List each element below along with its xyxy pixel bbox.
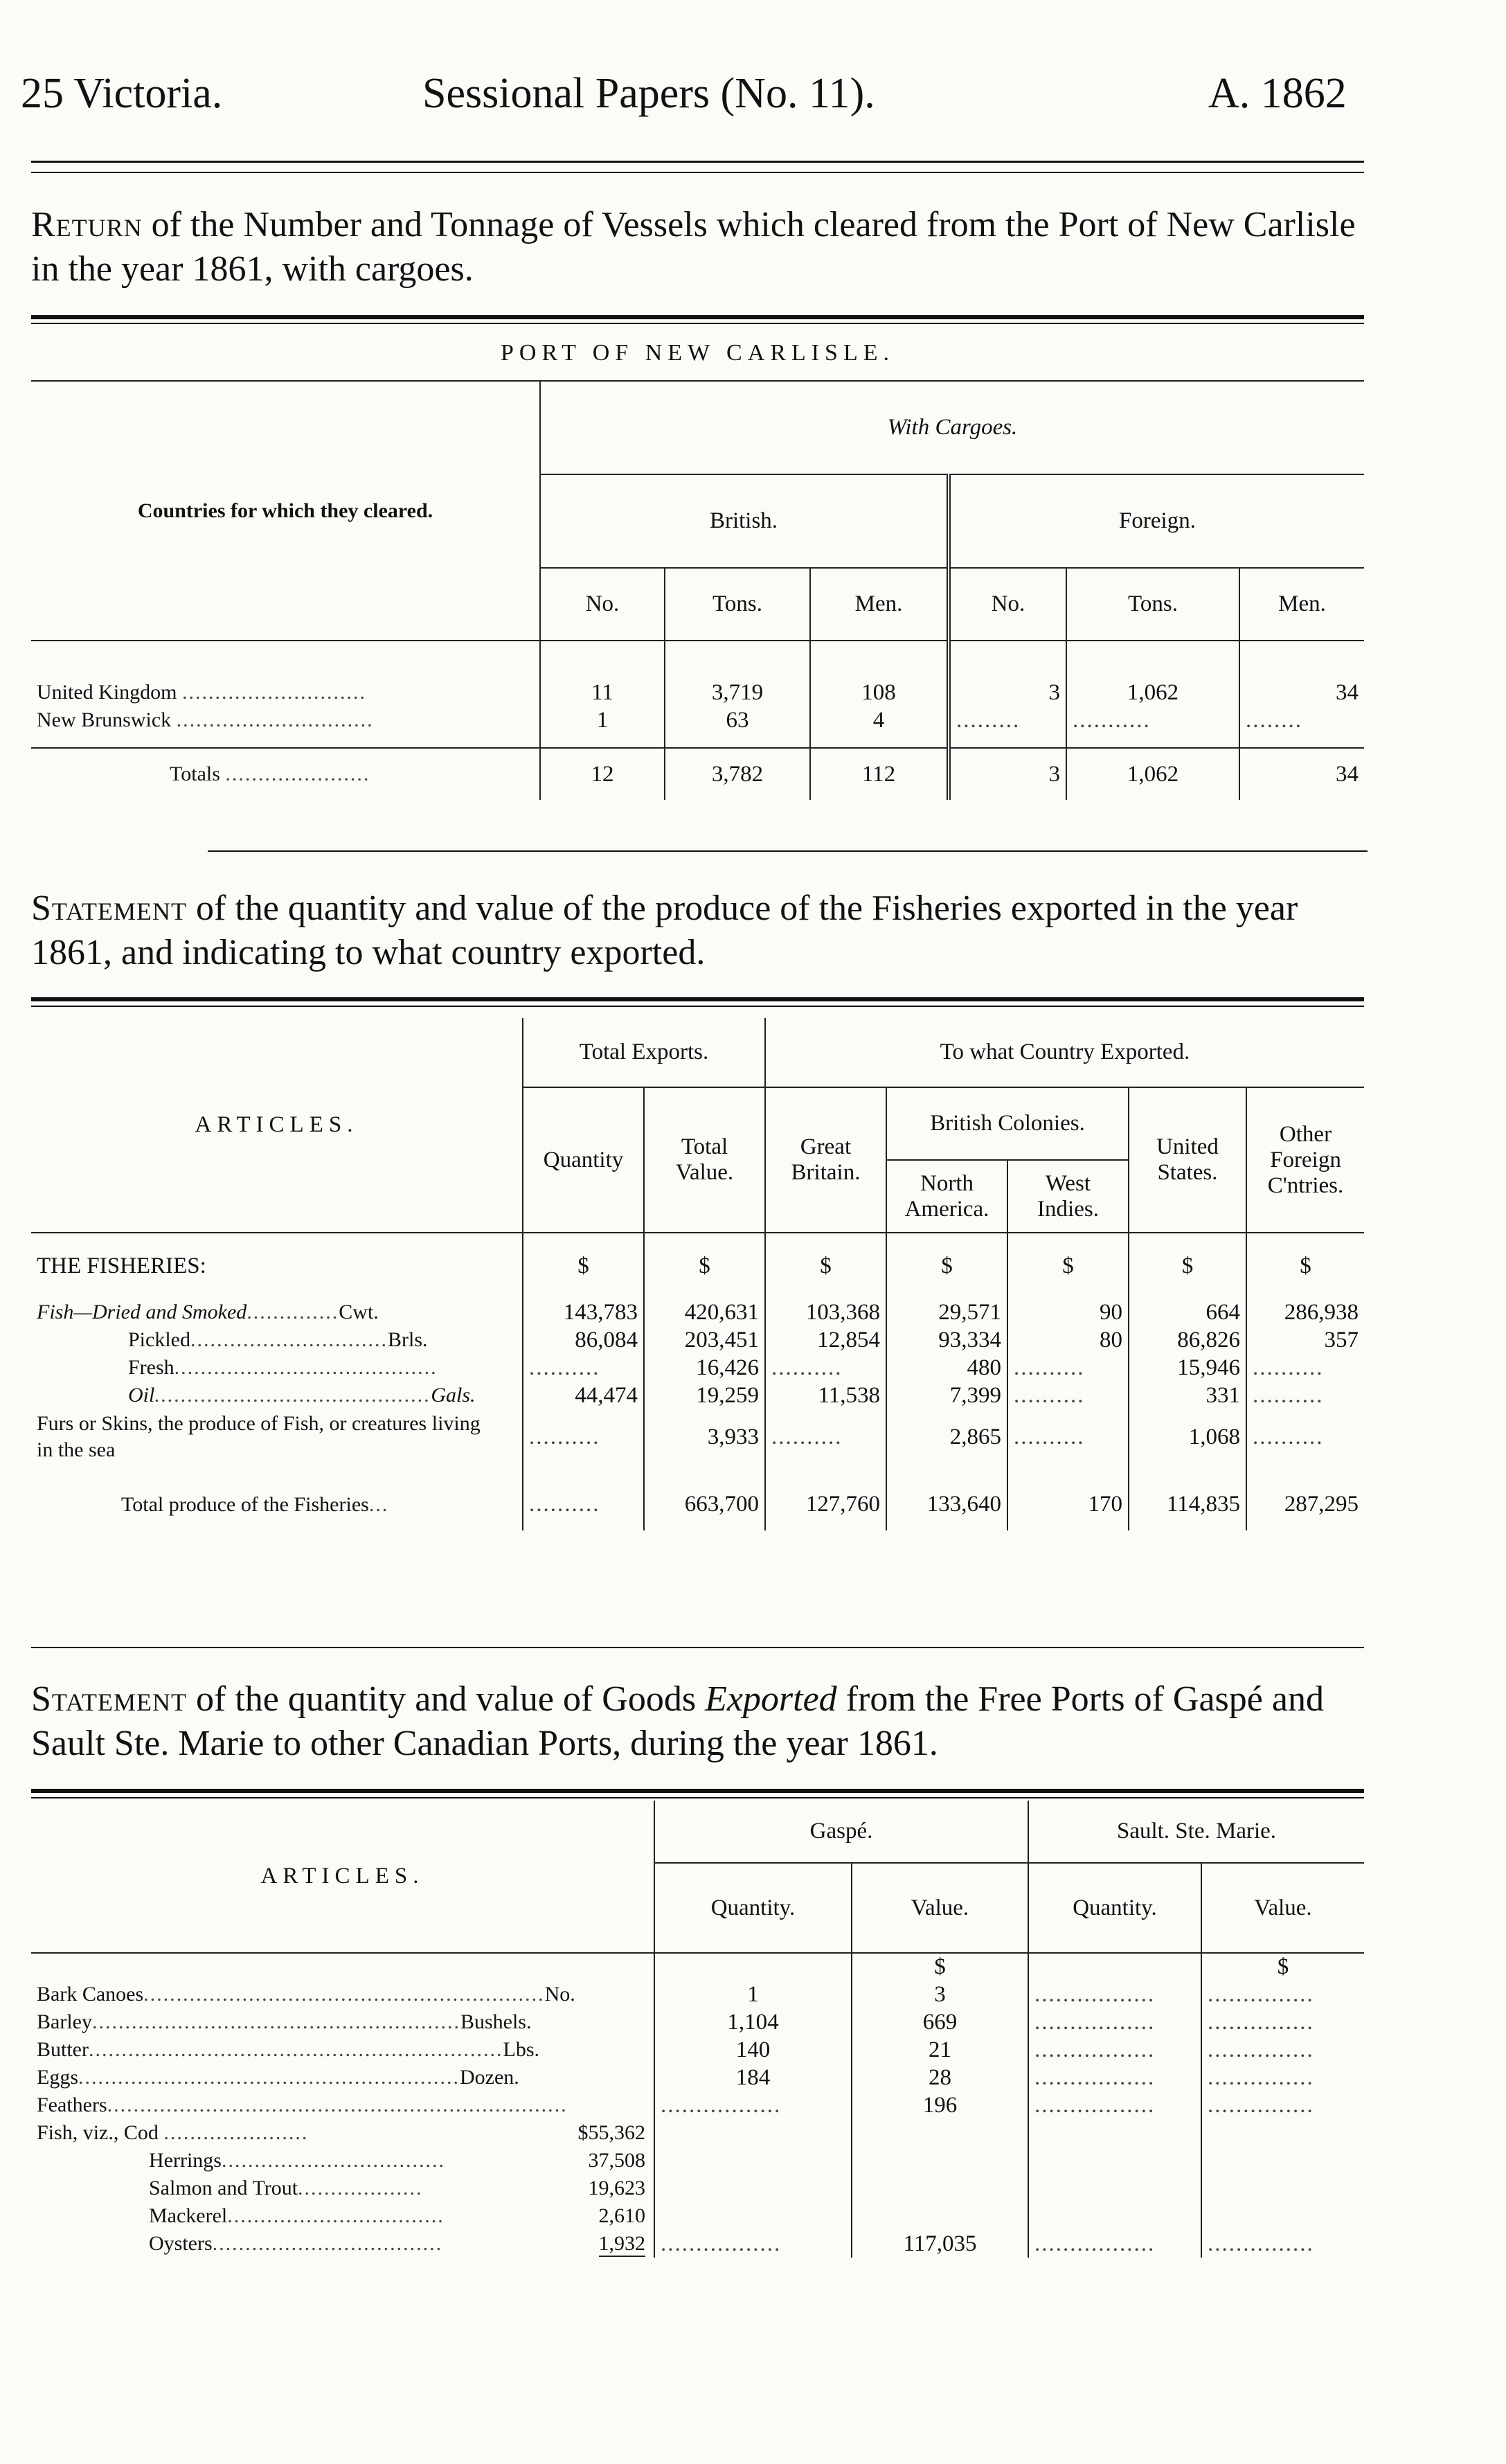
cell: 3 bbox=[949, 748, 1066, 800]
fish-amount: 1,932 bbox=[599, 2232, 646, 2257]
gaspe-quantity-header: Quantity. bbox=[654, 1863, 852, 1953]
article-label: Fish—Dried and Smoked..............Cwt. bbox=[37, 1301, 379, 1323]
to-what-country-header: To what Country Exported. bbox=[765, 1018, 1364, 1087]
cell: .......... bbox=[1246, 1354, 1364, 1382]
table-row bbox=[31, 1326, 1364, 1354]
west-indies-header: West Indies. bbox=[1007, 1160, 1129, 1233]
totals-label: Totals ...................... bbox=[170, 762, 370, 785]
table-row bbox=[31, 679, 1364, 706]
cell: 3,719 bbox=[665, 679, 810, 706]
article-label: Mackerel................................. 2,610 bbox=[149, 2204, 645, 2227]
united-states-header: United States. bbox=[1129, 1087, 1246, 1233]
cell: .......... bbox=[1246, 1409, 1364, 1465]
cell: 4 bbox=[810, 706, 949, 734]
currency-sign: $ bbox=[886, 1233, 1007, 1298]
cell: 11 bbox=[540, 679, 665, 706]
page-header bbox=[0, 69, 1506, 125]
article-label: Butter...............................................................Lbs. bbox=[37, 2038, 539, 2061]
article-label: Pickled..............................Brls. bbox=[128, 1328, 428, 1351]
article-label: Oil..........................................Gals. bbox=[128, 1384, 476, 1407]
currency-sign: $ bbox=[852, 1953, 1028, 1981]
table-row bbox=[31, 2064, 1364, 2091]
cell: 93,334 bbox=[886, 1326, 1007, 1354]
article-label: Fresh........................................ bbox=[128, 1356, 438, 1379]
table-row bbox=[31, 1298, 1364, 1326]
cell: ................. bbox=[1028, 2230, 1201, 2258]
cell: ............... bbox=[1201, 2091, 1364, 2119]
cell: ................. bbox=[654, 2091, 852, 2119]
articles-header: ARTICLES. bbox=[31, 1801, 654, 1953]
cell: ................. bbox=[654, 2230, 852, 2258]
fish-amount: 37,508 bbox=[588, 2149, 645, 2172]
col-no-foreign: No. bbox=[949, 568, 1066, 641]
cell: 1 bbox=[654, 1981, 852, 2008]
currency-sign: $ bbox=[1246, 1233, 1364, 1298]
header-left: 25 Victoria. bbox=[21, 70, 223, 117]
table-row bbox=[31, 1354, 1364, 1382]
cell: 44,474 bbox=[523, 1382, 644, 1409]
cell: 286,938 bbox=[1246, 1298, 1364, 1326]
return-rule bbox=[31, 315, 1364, 319]
cell: ................. bbox=[1028, 2036, 1201, 2064]
cell: ......... bbox=[949, 706, 1066, 734]
col-tons-foreign: Tons. bbox=[1066, 568, 1239, 641]
table-row bbox=[31, 2230, 1364, 2258]
cell: 357 bbox=[1246, 1326, 1364, 1354]
countries-header: Countries for which they cleared. bbox=[31, 381, 540, 641]
cell: 3 bbox=[852, 1981, 1028, 2008]
other-foreign-header: Other Foreign C'ntries. bbox=[1246, 1087, 1364, 1233]
freeports-rule-2 bbox=[31, 1797, 1364, 1798]
cell: 34 bbox=[1239, 679, 1364, 706]
currency-sign: $ bbox=[523, 1233, 644, 1298]
cell: 112 bbox=[810, 748, 949, 800]
cell: 7,399 bbox=[886, 1382, 1007, 1409]
british-colonies-header: British Colonies. bbox=[886, 1087, 1129, 1160]
cell: 108 bbox=[810, 679, 949, 706]
cell: .......... bbox=[765, 1354, 886, 1382]
cell: 664 bbox=[1129, 1298, 1246, 1326]
totals-row bbox=[31, 748, 1364, 800]
cell: 1,062 bbox=[1066, 679, 1239, 706]
cell: 3,933 bbox=[644, 1409, 765, 1465]
table-row bbox=[31, 2036, 1364, 2064]
article-label: Oysters................................... 1,932 bbox=[31, 2230, 654, 2258]
fisheries-title bbox=[31, 886, 1364, 975]
cell: 196 bbox=[852, 2091, 1028, 2119]
total-row bbox=[31, 1479, 1364, 1530]
cell: 114,835 bbox=[1129, 1479, 1246, 1530]
freeports-table bbox=[31, 1801, 1364, 2258]
cell: 12 bbox=[540, 748, 665, 800]
table-row bbox=[31, 1981, 1364, 2008]
fisheries-bottom-rule bbox=[31, 1647, 1364, 1648]
gaspe-header: Gaspé. bbox=[654, 1801, 1028, 1863]
article-label: Eggs..........................................................Dozen. bbox=[37, 2066, 519, 2089]
cell: 1,104 bbox=[654, 2008, 852, 2036]
header-right: A. 1862 bbox=[1208, 70, 1347, 117]
cell: 287,295 bbox=[1246, 1479, 1364, 1530]
fisheries-rule-2 bbox=[31, 1006, 1364, 1007]
fisheries-table bbox=[31, 1018, 1364, 1530]
cell: ........... bbox=[1066, 706, 1239, 734]
cell: .......... bbox=[1007, 1354, 1129, 1382]
header-rule bbox=[31, 161, 1364, 163]
cell: 3,782 bbox=[665, 748, 810, 800]
total-exports-header: Total Exports. bbox=[523, 1018, 765, 1087]
fisheries-title-text: of the quantity and value of the produce of the Fisheries exported in the year 1861, and indicating to what country exported. bbox=[31, 889, 1298, 972]
cell: 663,700 bbox=[644, 1479, 765, 1530]
cell: ................. bbox=[1028, 2064, 1201, 2091]
port-heading: PORT OF NEW CARLISLE. bbox=[31, 325, 1364, 381]
cell: 140 bbox=[654, 2036, 852, 2064]
total-label: Total produce of the Fisheries... bbox=[121, 1492, 389, 1516]
table-row bbox=[31, 2147, 1364, 2175]
table-row bbox=[31, 2202, 1364, 2230]
cell: 86,084 bbox=[523, 1326, 644, 1354]
article-label: Salmon and Trout................... 19,623 bbox=[149, 2177, 645, 2199]
col-no-british: No. bbox=[540, 568, 665, 641]
section-row bbox=[31, 1233, 1364, 1298]
british-header: British. bbox=[540, 474, 949, 568]
cell: 15,946 bbox=[1129, 1354, 1246, 1382]
cell: 420,631 bbox=[644, 1298, 765, 1326]
gaspe-value-header: Value. bbox=[852, 1863, 1028, 1953]
totals-rule bbox=[208, 850, 1368, 852]
fish-total: 117,035 bbox=[852, 2230, 1028, 2258]
header-rule-2 bbox=[31, 172, 1364, 173]
return-title-text: of the Number and Tonnage of Vessels which cleared from the Port of New Carlisle in the year 1861, with cargoes. bbox=[31, 205, 1356, 289]
cell: ............... bbox=[1201, 2036, 1364, 2064]
cell: 80 bbox=[1007, 1326, 1129, 1354]
cell: 184 bbox=[654, 2064, 852, 2091]
cell: ............... bbox=[1201, 2008, 1364, 2036]
cell: 480 bbox=[886, 1354, 1007, 1382]
freeports-title-text-2: from the Free Ports of Gaspé and Sault Ste. Marie to other Canadian Ports, during the year 1861. bbox=[31, 1679, 1324, 1763]
cell: ........ bbox=[1239, 706, 1364, 734]
cell: 11,538 bbox=[765, 1382, 886, 1409]
cell: 331 bbox=[1129, 1382, 1246, 1409]
table-row bbox=[31, 2091, 1364, 2119]
cell: ............... bbox=[1201, 1981, 1364, 2008]
cell: 143,783 bbox=[523, 1298, 644, 1326]
cell: 1 bbox=[540, 706, 665, 734]
table-row bbox=[31, 2119, 1364, 2147]
total-value-header: Total Value. bbox=[644, 1087, 765, 1233]
country-name: United Kingdom ............................ bbox=[37, 681, 366, 704]
fish-amount: 2,610 bbox=[598, 2204, 645, 2227]
table-row bbox=[31, 2175, 1364, 2202]
article-label: Feathers...................................................................... bbox=[37, 2093, 568, 2116]
col-tons-british: Tons. bbox=[665, 568, 810, 641]
north-america-header: North America. bbox=[886, 1160, 1007, 1233]
table-row bbox=[31, 2008, 1364, 2036]
cell: 28 bbox=[852, 2064, 1028, 2091]
table-row bbox=[31, 706, 1364, 734]
fish-amount: 19,623 bbox=[588, 2177, 645, 2199]
freeports-title-lead: Statement bbox=[31, 1679, 188, 1719]
currency-sign: $ bbox=[765, 1233, 886, 1298]
freeports-title-text-1: of the quantity and value of Goods bbox=[187, 1679, 706, 1719]
cell: ................. bbox=[1028, 2091, 1201, 2119]
return-title bbox=[31, 203, 1364, 292]
currency-sign: $ bbox=[1201, 1953, 1364, 1981]
cell: 12,854 bbox=[765, 1326, 886, 1354]
cell: 203,451 bbox=[644, 1326, 765, 1354]
cell: 90 bbox=[1007, 1298, 1129, 1326]
cell: .......... bbox=[1007, 1409, 1129, 1465]
section-label: THE FISHERIES: bbox=[37, 1253, 206, 1278]
cell: ............... bbox=[1201, 2064, 1364, 2091]
article-label: Fish, viz., Cod ...................... $55,362 bbox=[37, 2121, 645, 2144]
cell: 133,640 bbox=[886, 1479, 1007, 1530]
sault-quantity-header: Quantity. bbox=[1028, 1863, 1201, 1953]
cell: 29,571 bbox=[886, 1298, 1007, 1326]
currency-sign: $ bbox=[644, 1233, 765, 1298]
sault-value-header: Value. bbox=[1201, 1863, 1364, 1953]
great-britain-header: Great Britain. bbox=[765, 1087, 886, 1233]
article-label: Bark Canoes.............................................................No. bbox=[37, 1983, 575, 2006]
header-center: Sessional Papers (No. 11). bbox=[422, 70, 875, 117]
cell: 34 bbox=[1239, 748, 1364, 800]
article-label: Herrings.................................. 37,508 bbox=[149, 2149, 645, 2172]
cell: 127,760 bbox=[765, 1479, 886, 1530]
cell: 1,062 bbox=[1066, 748, 1239, 800]
fisheries-rule bbox=[31, 997, 1364, 1001]
country-name: New Brunswick .............................. bbox=[37, 708, 374, 731]
col-men-british: Men. bbox=[810, 568, 949, 641]
cell: .......... bbox=[523, 1354, 644, 1382]
cell: .......... bbox=[523, 1409, 644, 1465]
currency-sign: $ bbox=[1007, 1233, 1129, 1298]
foreign-header: Foreign. bbox=[949, 474, 1364, 568]
cell: 669 bbox=[852, 2008, 1028, 2036]
currency-sign: $ bbox=[1129, 1233, 1246, 1298]
table-row bbox=[31, 1409, 1364, 1465]
sault-header: Sault. Ste. Marie. bbox=[1028, 1801, 1364, 1863]
fish-amount: $55,362 bbox=[577, 2121, 645, 2144]
cell: 19,259 bbox=[644, 1382, 765, 1409]
cell: 103,368 bbox=[765, 1298, 886, 1326]
cell: 2,865 bbox=[886, 1409, 1007, 1465]
cell: ................. bbox=[1028, 1981, 1201, 2008]
return-title-lead: Return bbox=[31, 205, 143, 244]
cell: .......... bbox=[523, 1479, 644, 1530]
freeports-rule bbox=[31, 1789, 1364, 1793]
return-rule-2 bbox=[31, 323, 1364, 324]
vessels-table bbox=[31, 325, 1364, 800]
cell: 63 bbox=[665, 706, 810, 734]
cell: 170 bbox=[1007, 1479, 1129, 1530]
cell: .......... bbox=[1007, 1382, 1129, 1409]
table-row bbox=[31, 1382, 1364, 1409]
cell: 1,068 bbox=[1129, 1409, 1246, 1465]
freeports-title bbox=[31, 1677, 1364, 1766]
cell: ................. bbox=[1028, 2008, 1201, 2036]
cell: 86,826 bbox=[1129, 1326, 1246, 1354]
article-label: Furs or Skins, the produce of Fish, or creatures living in the sea bbox=[37, 1412, 481, 1461]
article-label: Barley........................................................Bushels. bbox=[37, 2010, 532, 2033]
freeports-title-ital: Exported bbox=[705, 1679, 837, 1719]
cell: 16,426 bbox=[644, 1354, 765, 1382]
cell: 3 bbox=[949, 679, 1066, 706]
cell: 21 bbox=[852, 2036, 1028, 2064]
cell: ............... bbox=[1201, 2230, 1364, 2258]
with-cargoes-header: With Cargoes. bbox=[540, 381, 1364, 474]
articles-header: ARTICLES. bbox=[31, 1018, 523, 1233]
col-men-foreign: Men. bbox=[1239, 568, 1364, 641]
quantity-header: Quantity bbox=[523, 1087, 644, 1233]
cell: .......... bbox=[765, 1409, 886, 1465]
cell: .......... bbox=[1246, 1382, 1364, 1409]
fisheries-title-lead: Statement bbox=[31, 889, 188, 928]
